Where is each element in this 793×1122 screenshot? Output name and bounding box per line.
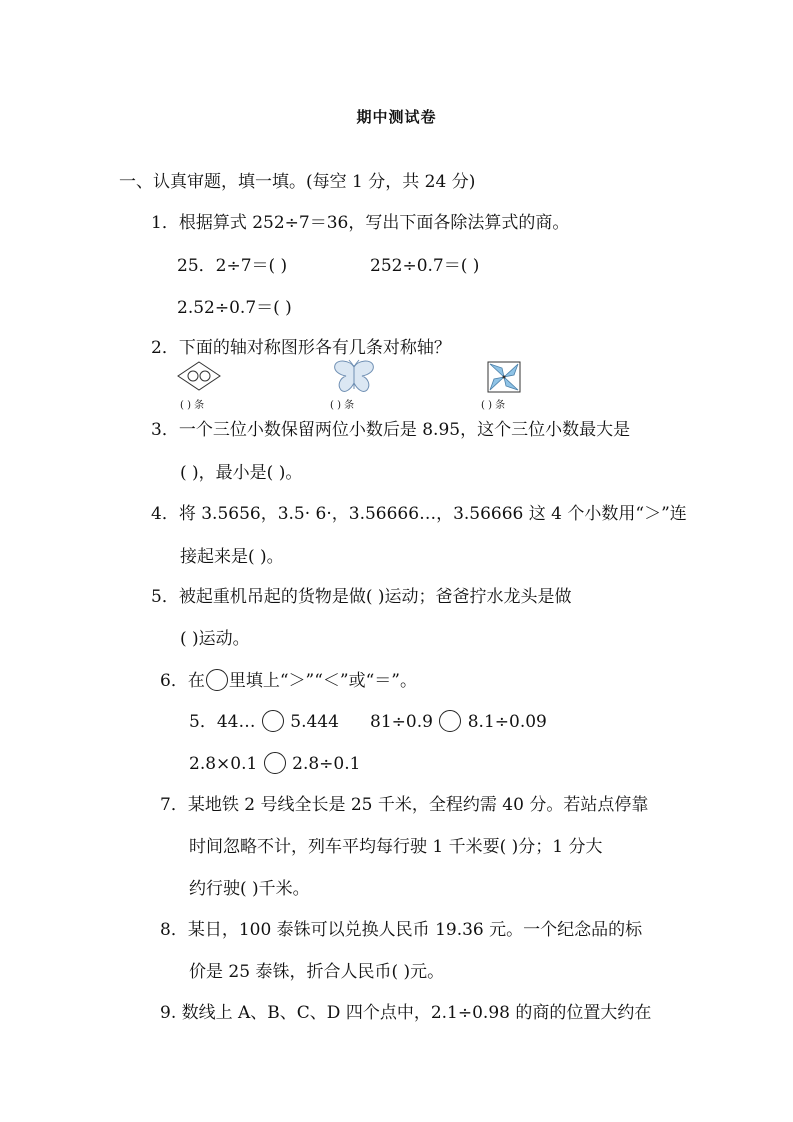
pinwheel-square-icon <box>487 361 521 393</box>
question-6-item-c <box>189 753 360 776</box>
question-8-line-2: 价是 25 泰铢，折合人民币( )元。 <box>189 962 445 982</box>
question-2-stem: 2．下面的轴对称图形各有几条对称轴？ <box>151 338 451 358</box>
question-6-c-left: 2.8×0.1 <box>189 754 258 774</box>
question-1-a: 25．2÷7＝( ) <box>177 256 288 276</box>
question-5-line-2: ( )运动。 <box>180 629 250 649</box>
comparison-circle-icon <box>206 669 228 691</box>
butterfly-icon <box>332 359 376 395</box>
answer-circle-c[interactable] <box>264 752 286 774</box>
question-6-b-right: 8.1÷0.09 <box>467 712 547 732</box>
question-6-pre: 6．在 <box>160 671 205 691</box>
question-5-line-1: 5．被起重机吊起的货物是做( )运动；爸爸拧水龙头是做 <box>151 587 572 607</box>
answer-circle-b[interactable] <box>439 710 461 732</box>
question-1-c: 2.52÷0.7＝( ) <box>177 298 292 318</box>
question-3-line-2: ( )，最小是( )。 <box>180 463 303 483</box>
question-1-stem: 1．根据算式 252÷7＝36，写出下面各除法算式的商。 <box>151 213 570 233</box>
page-title: 期中测试卷 <box>356 108 437 126</box>
question-6-a-left: 5．44… <box>189 712 256 732</box>
question-3-line-1: 3．一个三位小数保留两位小数后是 8.95，这个三位小数最大是 <box>151 420 631 440</box>
question-6-item-a <box>189 711 339 734</box>
question-4-line-1: 4．将 3.5656，3.5· 6·，3.56666…，3.56666 这 4 个小数用“＞”连 <box>151 504 687 524</box>
question-6-c-right: 2.8÷0.1 <box>292 754 361 774</box>
question-2-label-3: ( ) 条 <box>481 400 506 411</box>
question-6-b-left: 81÷0.9 <box>370 712 433 732</box>
question-8-line-1: 8．某日，100 泰铢可以兑换人民币 19.36 元。一个纪念品的标 <box>160 920 643 940</box>
question-6-stem <box>160 670 417 693</box>
question-2-label-2: ( ) 条 <box>330 400 355 411</box>
question-7-line-3: 约行驶( )千米。 <box>189 879 310 899</box>
question-1-b: 252÷0.7＝( ) <box>370 256 480 276</box>
diamond-two-circles-icon <box>176 361 222 391</box>
question-9-line-1: 9. 数线上 A、B、C、D 四个点中，2.1÷0.98 的商的位置大约在 <box>160 1003 652 1023</box>
question-2-label-1: ( ) 条 <box>180 400 205 411</box>
question-6-post: 里填上“＞”“＜”或“＝”。 <box>228 671 417 691</box>
answer-circle-a[interactable] <box>262 710 284 732</box>
question-6-a-right: 5.444 <box>290 712 339 732</box>
section-heading: 一、认真审题，填一填。(每空 1 分，共 24 分) <box>119 172 476 192</box>
question-6-item-b <box>370 711 547 734</box>
question-4-line-2: 接起来是( )。 <box>180 547 284 567</box>
question-7-line-2: 时间忽略不计，列车平均每行驶 1 千米要( )分；1 分大 <box>189 837 603 857</box>
question-7-line-1: 7．某地铁 2 号线全长是 25 千米，全程约需 40 分。若站点停靠 <box>160 795 649 815</box>
